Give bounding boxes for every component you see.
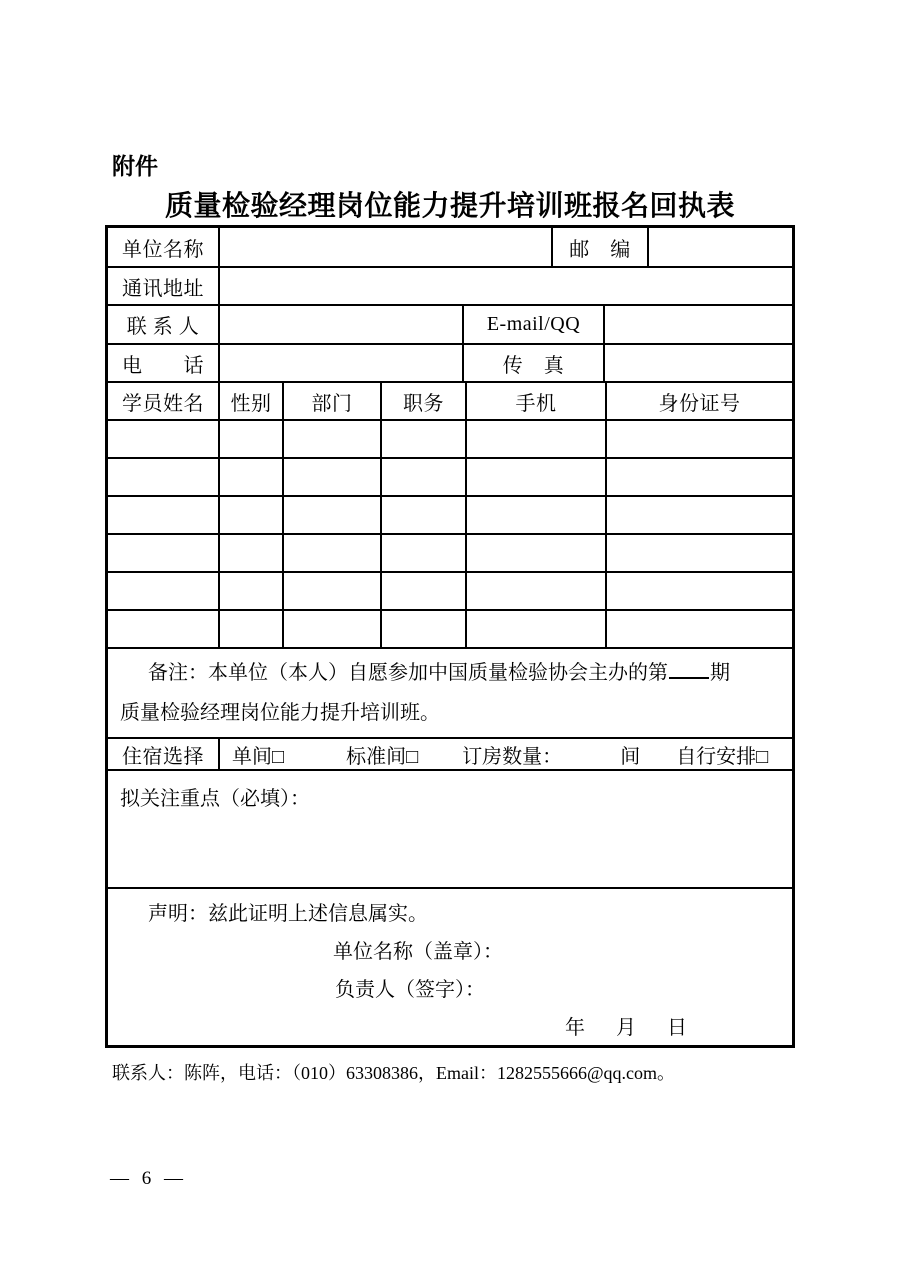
trainee-row	[108, 497, 792, 535]
trainee-name-cell[interactable]	[108, 611, 220, 647]
unit-name-input[interactable]	[220, 228, 553, 266]
trainee-mobile-cell[interactable]	[467, 421, 607, 457]
trainee-gender-cell[interactable]	[220, 497, 284, 533]
trainee-row	[108, 611, 792, 649]
trainee-gender-cell[interactable]	[220, 421, 284, 457]
attachment-label: 附件	[112, 153, 158, 179]
trainee-duty-header: 职务	[382, 383, 467, 419]
trainee-dept-cell[interactable]	[284, 421, 382, 457]
email-qq-input[interactable]	[605, 306, 792, 343]
unit-name-label: 单位名称	[108, 228, 220, 266]
postal-code-label: 邮 编	[553, 228, 649, 266]
row-address	[108, 268, 792, 306]
accommodation-row	[108, 739, 792, 771]
trainee-dept-cell[interactable]	[284, 459, 382, 495]
single-room-checkbox[interactable]: 单间□	[232, 745, 285, 768]
fax-input[interactable]	[605, 345, 792, 381]
trainee-row	[108, 421, 792, 459]
trainee-mobile-header: 手机	[467, 383, 607, 419]
trainee-mobile-cell[interactable]	[467, 535, 607, 571]
trainee-duty-cell[interactable]	[382, 421, 467, 457]
trainee-gender-cell[interactable]	[220, 535, 284, 571]
trainee-id-cell[interactable]	[607, 535, 792, 571]
contact-person-input[interactable]	[220, 306, 464, 343]
accommodation-label: 住宿选择	[108, 739, 220, 769]
trainee-name-cell[interactable]	[108, 573, 220, 609]
page-number: — 6 —	[110, 1168, 183, 1189]
standard-room-checkbox[interactable]: 标准间□	[346, 745, 419, 768]
trainee-dept-header: 部门	[284, 383, 382, 419]
phone-label: 电 话	[108, 345, 220, 381]
trainee-id-header: 身份证号	[658, 392, 741, 415]
focus-input-area[interactable]	[108, 771, 792, 887]
registration-form-table	[105, 225, 795, 1048]
declaration-row	[108, 889, 792, 1047]
trainee-name-cell[interactable]	[108, 459, 220, 495]
fax-label: 传 真	[464, 345, 605, 381]
self-arranged-checkbox[interactable]: 自行安排□	[676, 745, 769, 768]
room-unit-label: 间	[620, 745, 641, 768]
address-label: 通讯地址	[108, 268, 220, 304]
trainee-dept-cell[interactable]	[284, 611, 382, 647]
declaration-statement: 声明：兹此证明上述信息属实。	[148, 903, 428, 925]
phone-input[interactable]	[220, 345, 464, 381]
trainee-id-cell[interactable]	[607, 421, 792, 457]
remark-row	[108, 649, 792, 739]
page-title: 质量检验经理岗位能力提升培训班报名回执表	[164, 190, 735, 221]
trainee-gender-cell[interactable]	[220, 573, 284, 609]
trainee-mobile-cell[interactable]	[467, 573, 607, 609]
trainee-duty-cell[interactable]	[382, 611, 467, 647]
trainee-name-header: 学员姓名	[108, 383, 220, 419]
trainee-name-cell[interactable]	[108, 497, 220, 533]
contact-info: 联系人：陈阵，电话：（010）63308386，Email：1282555666@qq.com。	[112, 1063, 676, 1083]
postal-code-input[interactable]	[649, 228, 792, 266]
trainee-duty-cell[interactable]	[382, 535, 467, 571]
trainee-mobile-cell[interactable]	[467, 459, 607, 495]
signer-label: 负责人（签字）：	[335, 979, 485, 1001]
trainee-gender-cell[interactable]	[220, 459, 284, 495]
trainee-row	[108, 459, 792, 497]
trainee-row	[108, 535, 792, 573]
trainee-id-cell[interactable]	[607, 459, 792, 495]
trainee-duty-cell[interactable]	[382, 459, 467, 495]
remark-cell	[108, 649, 792, 737]
unit-seal-label: 单位名称（盖章）：	[333, 941, 503, 963]
row-unit-name	[108, 228, 792, 268]
contact-person-label: 联 系 人	[108, 306, 220, 343]
trainee-id-cell[interactable]	[607, 611, 792, 647]
session-number-blank[interactable]	[669, 659, 709, 679]
row-phone	[108, 345, 792, 383]
trainee-duty-cell[interactable]	[382, 497, 467, 533]
trainee-id-cell[interactable]	[607, 573, 792, 609]
trainee-id-cell[interactable]	[607, 497, 792, 533]
trainee-header-row	[108, 383, 792, 421]
trainee-row	[108, 573, 792, 611]
trainee-gender-header: 性别	[220, 383, 284, 419]
trainee-name-cell[interactable]	[108, 421, 220, 457]
trainee-gender-cell[interactable]	[220, 611, 284, 647]
trainee-mobile-cell[interactable]	[467, 497, 607, 533]
address-input[interactable]	[220, 268, 792, 304]
date-line: 年 月 日	[565, 1017, 687, 1039]
trainee-dept-cell[interactable]	[284, 573, 382, 609]
declaration-cell	[108, 889, 792, 1047]
accommodation-options	[220, 739, 792, 769]
email-qq-label: E-mail/QQ	[464, 306, 605, 343]
trainee-dept-cell[interactable]	[284, 535, 382, 571]
row-contact-person	[108, 306, 792, 345]
booking-qty-label: 订房数量：	[462, 745, 563, 768]
focus-label: 拟关注重点（必填）：	[120, 788, 310, 810]
trainee-mobile-cell[interactable]	[467, 611, 607, 647]
remark-line2: 质量检验经理岗位能力提升培训班。	[120, 702, 440, 724]
focus-row	[108, 771, 792, 889]
trainee-duty-cell[interactable]	[382, 573, 467, 609]
remark-line1: 备注：本单位（本人）自愿参加中国质量检验协会主办的第 期	[120, 653, 780, 693]
trainee-name-cell[interactable]	[108, 535, 220, 571]
trainee-dept-cell[interactable]	[284, 497, 382, 533]
